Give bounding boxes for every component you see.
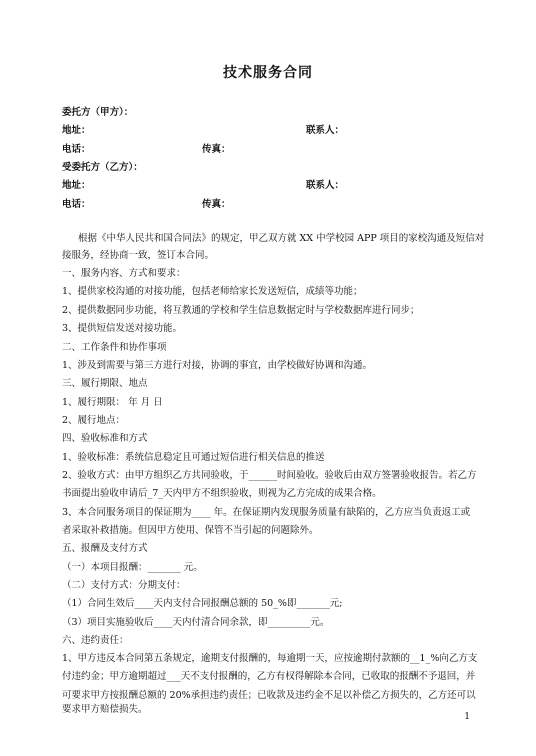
section-6-line-1-text-a: 1、甲方违反本合同第五条规定，逾期支付报酬的，每逾期一天，应按逾期付款额的 <box>62 653 411 664</box>
section-5-line-4 <box>62 617 329 629</box>
party-b-phone-label: 电话： <box>62 199 91 210</box>
section-4-line-3-text-a: 书面提出验收申请后 <box>62 488 148 499</box>
acceptance-time-blank: ______ <box>248 470 278 481</box>
party-a-fax-label: 传真： <box>202 144 231 155</box>
party-b-contact-label: 联系人： <box>306 180 345 191</box>
section-5-line-4-text-c: 天内付清合同余款，即 <box>172 617 268 628</box>
section-6-line-3: 可要求甲方按报酬总额的 20%承担违约责任；已收款及违约金不足以补偿乙方损失的，乙方还可以 <box>62 690 476 701</box>
page-number: 1 <box>464 712 470 722</box>
party-b-heading: 受委托方（乙方）： <box>62 162 143 173</box>
section-5-line-3-text-a: （1）合同生效后 <box>62 598 135 609</box>
section-5-line-3 <box>62 598 342 610</box>
preamble-line-1: 根据《中华人民共和国合同法》的规定，甲乙双方就 XX 中学校园 APP 项目的家校沟通及短信对 <box>78 233 485 244</box>
party-a-heading: 委托方（甲方）： <box>62 107 134 118</box>
section-5-line-1 <box>62 562 203 574</box>
party-a-contact-label: 联系人： <box>306 125 345 136</box>
section-5-line-3-text-c: 天内支付合同报酬总额的 50_%即 <box>153 598 297 609</box>
section-4-line-4-text-c: 年。在保证期内发现服务质量有缺陷的，乙方应当负责返工或 <box>210 507 471 518</box>
party-b-address-label: 地址： <box>62 180 91 191</box>
section-6-line-4: 要求甲方赔偿损失。 <box>62 704 148 715</box>
section-1-heading: 一、服务内容、方式和要求： <box>62 268 186 279</box>
party-a-phone-label: 电话： <box>62 144 91 155</box>
first-payment-amount-blank: _______ <box>296 598 330 609</box>
section-2-heading: 二、工作条件和协作事项 <box>62 342 167 353</box>
section-4-line-3-text-c: 天内甲方不组织验收，则视为乙方完成的成果合格。 <box>163 488 382 499</box>
section-5-heading: 五、报酬及支付方式 <box>62 543 148 554</box>
overdue-days-blank: ___ <box>166 671 181 682</box>
section-6-line-2 <box>62 671 475 683</box>
section-4-line-5: 者采取补救措施。但因甲方使用、保管不当引起的问题除外。 <box>62 525 319 536</box>
section-1-item-3: 3、提供短信发送对接功能。 <box>62 323 183 334</box>
section-6-line-1-text-c: 向乙方支 <box>439 653 478 664</box>
section-3-heading: 三、履行期限、地点 <box>62 378 148 389</box>
first-payment-days-blank: ____ <box>134 598 154 609</box>
section-4-line-3 <box>62 488 382 500</box>
section-6-line-2-text-a: 付违约金；甲方逾期超过 <box>62 671 167 682</box>
section-5-line-1-text-c: 元。 <box>180 562 203 573</box>
section-4-heading: 四、验收标准和方式 <box>62 433 148 444</box>
warranty-years-blank: ____ <box>191 507 211 518</box>
section-4-line-2-text-a: 2、验收方式：由甲方组织乙方共同验收，于 <box>62 470 249 481</box>
section-6-line-1 <box>62 653 477 665</box>
section-5-line-3-text-e: 元; <box>329 598 343 609</box>
section-3-item-2: 2、履行地点： <box>62 415 126 426</box>
final-payment-days-blank: ____ <box>153 617 173 628</box>
section-6-line-2-text-c: 天不支付报酬的，乙方有权得解除本合同，已收取的报酬不予退回，并 <box>180 671 476 682</box>
section-4-line-1: 1、验收标准：系统信息稳定且可通过短信进行相关信息的推送 <box>62 452 325 463</box>
section-5-line-2: （二）支付方式：分期支付： <box>62 580 186 591</box>
preamble-line-2: 接服务，经协商一致，签订本合同。 <box>62 250 215 261</box>
section-1-item-2: 2、提供数据同步功能，将互教通的学校和学生信息数据定时与学校数据库进行同步； <box>62 305 420 316</box>
penalty-rate-blank: __1_% <box>410 653 440 664</box>
section-4-line-4 <box>62 507 470 519</box>
project-fee-blank: _______ <box>147 562 181 573</box>
section-2-item-1: 1、涉及到需要与第三方进行对接，协调的事宜，由学校做好协调和沟通。 <box>62 360 373 371</box>
section-5-line-1-text-a: （一）本项目报酬： <box>62 562 148 573</box>
party-a-address-label: 地址： <box>62 125 91 136</box>
party-b-fax-label: 传真： <box>202 199 231 210</box>
section-5-line-4-text-a: （3）项目实施验收后 <box>62 617 154 628</box>
section-3-item-1: 1、履行期限： 年 月 日 <box>62 397 163 408</box>
section-5-line-4-text-e: 元。 <box>310 617 330 628</box>
section-4-line-2-text-c: 时间验收。验收后由双方签署验收报告。若乙方 <box>277 470 477 481</box>
section-1-item-1: 1、提供家校沟通的对接功能，包括老师给家长发送短信，成绩等功能； <box>62 286 363 297</box>
page-title: 技术服务合同 <box>223 65 313 81</box>
section-4-line-2 <box>62 470 477 482</box>
acceptance-days-blank: _7_ <box>147 488 164 499</box>
section-6-heading: 六、违约责任： <box>62 635 129 646</box>
final-payment-amount-blank: _________ <box>267 617 311 628</box>
section-4-line-4-text-a: 3、本合同服务项目的保证期为 <box>62 507 192 518</box>
